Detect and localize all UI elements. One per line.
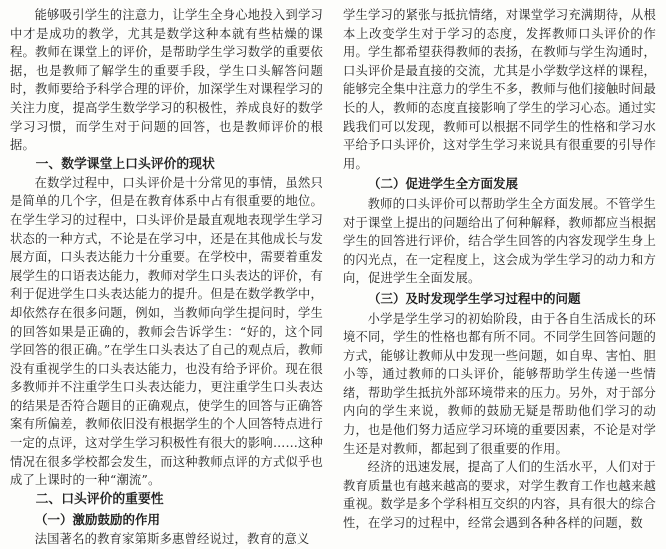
right-column (343, 6, 656, 531)
problems-paragraph: 小学是学生学习的初始阶段，由于各自生活成长的环境不同，学生的性格也都有所不同。不同学生回答问题的方式，能够让教师从中发现一些问题，如自卑、害怕、胆小等，通过教师的口头评价，能够帮助学生传递一些情绪，帮助学生抵抗外部环境带来的压力。另外，对于部分内向的学生来说，教师的鼓励无疑是帮助他们学习的动力，也是他们努力适应学习环境的重要因素，不论是对学生还是对教师，都起到了很重要的作用。 (343, 311, 656, 456)
economy-paragraph: 经济的迅速发展，提高了人们的生活水平，人们对于教育质量也有越来越高的要求，对学生教育工作也越来越重视。数学是多个学科相互交织的内容，具有很大的综合性，在学习的过程中，经常会遇到各种各样的问题，数 (343, 460, 656, 531)
continued-paragraph: 学生学习的紧张与抵抗情绪，对课堂学习充满期待，从根本上改变学生对于学习的态度，发挥教师口头评价的作用。学生都希望获得教师的表扬，在教师与学生沟通时，口头评价是最直接的交流，尤其是小学数学这样的课程，能够完全集中注意力的学生不多，教师与他们接触时间最长的人，教师的态度直接影响了学生的学习心态。通过实践我们可以发现，教师可以根据不同学生的性格和学习水平给予口头评价，这对学生学习来说具有很重要的引导作用。 (343, 8, 656, 171)
subheading-find-problems: （三）及时发现学生学习过程中的问题 (368, 290, 581, 306)
intro-paragraph: 能够吸引学生的注意力，让学生全身心地投入到学习中才是成功的教学，尤其是数学这种本就有些枯燥的课程。教师在课堂上的评价，是帮助学生学习数学的重要依据，也是教师了解学生的重要手段，学生口头解答问题时，教师要给予科学合理的评价，加深学生对课程学习的关注力度，提高学生数学学习的积极性，养成良好的数学学习习惯，而学生对于问题的回答，也是教师评价的根据。 (10, 8, 323, 153)
status-paragraph: 在数学过程中，口头评价是十分常见的事情，虽然只是简单的几个字，但是在教育体系中占有很重要的地位。在学生学习的过程中，口头评价是最直观地表现学生学习状态的一种方式，不论是在学习中，还是在其他成长与发展方面，口头表达能力十分重要。在学校中，需要着重发展学生的口语表达能力，教师对学生口头表达的评价，有利于促进学生口头表达能力的提升。但是在数学教学中，却依然存在很多问题，例如，当教师向学生提问时，学生的回答如果是正确的，教师会告诉学生：“好的，这个同学回答的很正确。”在学生口头表达了自己的观点后，教师没有重视学生的口头表达能力，也没有给予评价。现在很多教师并不注重学生口头表达能力，更注重学生口头表达的结果是否符合题目的正确观点，使学生的回答与正确答案有所偏差，教师依旧没有根据学生的个人回答特点进行一定的点评，这对学生学习积极性有很大的影响……这种情况在很多学校都会发生，而这种教师点评的方式似乎也成了上课时的一种“潮流”。 (10, 175, 323, 488)
encouragement-paragraph: 法国著名的教育家第斯多惠曾经说过，教育的意义 (34, 532, 310, 547)
section-heading-status: 一、数学课堂上口头评价的现状 (35, 156, 215, 172)
subheading-encouragement: （一）激励鼓励的作用 (35, 511, 161, 527)
development-paragraph: 教师的口头评价可以帮助学生全方面发展。不管学生对于课堂上提出的问题给出了何种解释，教师都应当根据学生的回答进行评价，结合学生回答的内容发现学生身上的闪光点，在一定程度上，这会成为学生学习的动力和方向，促进学生全面发展。 (343, 196, 656, 286)
left-column (10, 6, 323, 547)
subheading-all-round-development: （二）促进学生全方面发展 (368, 176, 519, 192)
section-heading-importance: 二、口头评价的重要性 (35, 491, 164, 507)
